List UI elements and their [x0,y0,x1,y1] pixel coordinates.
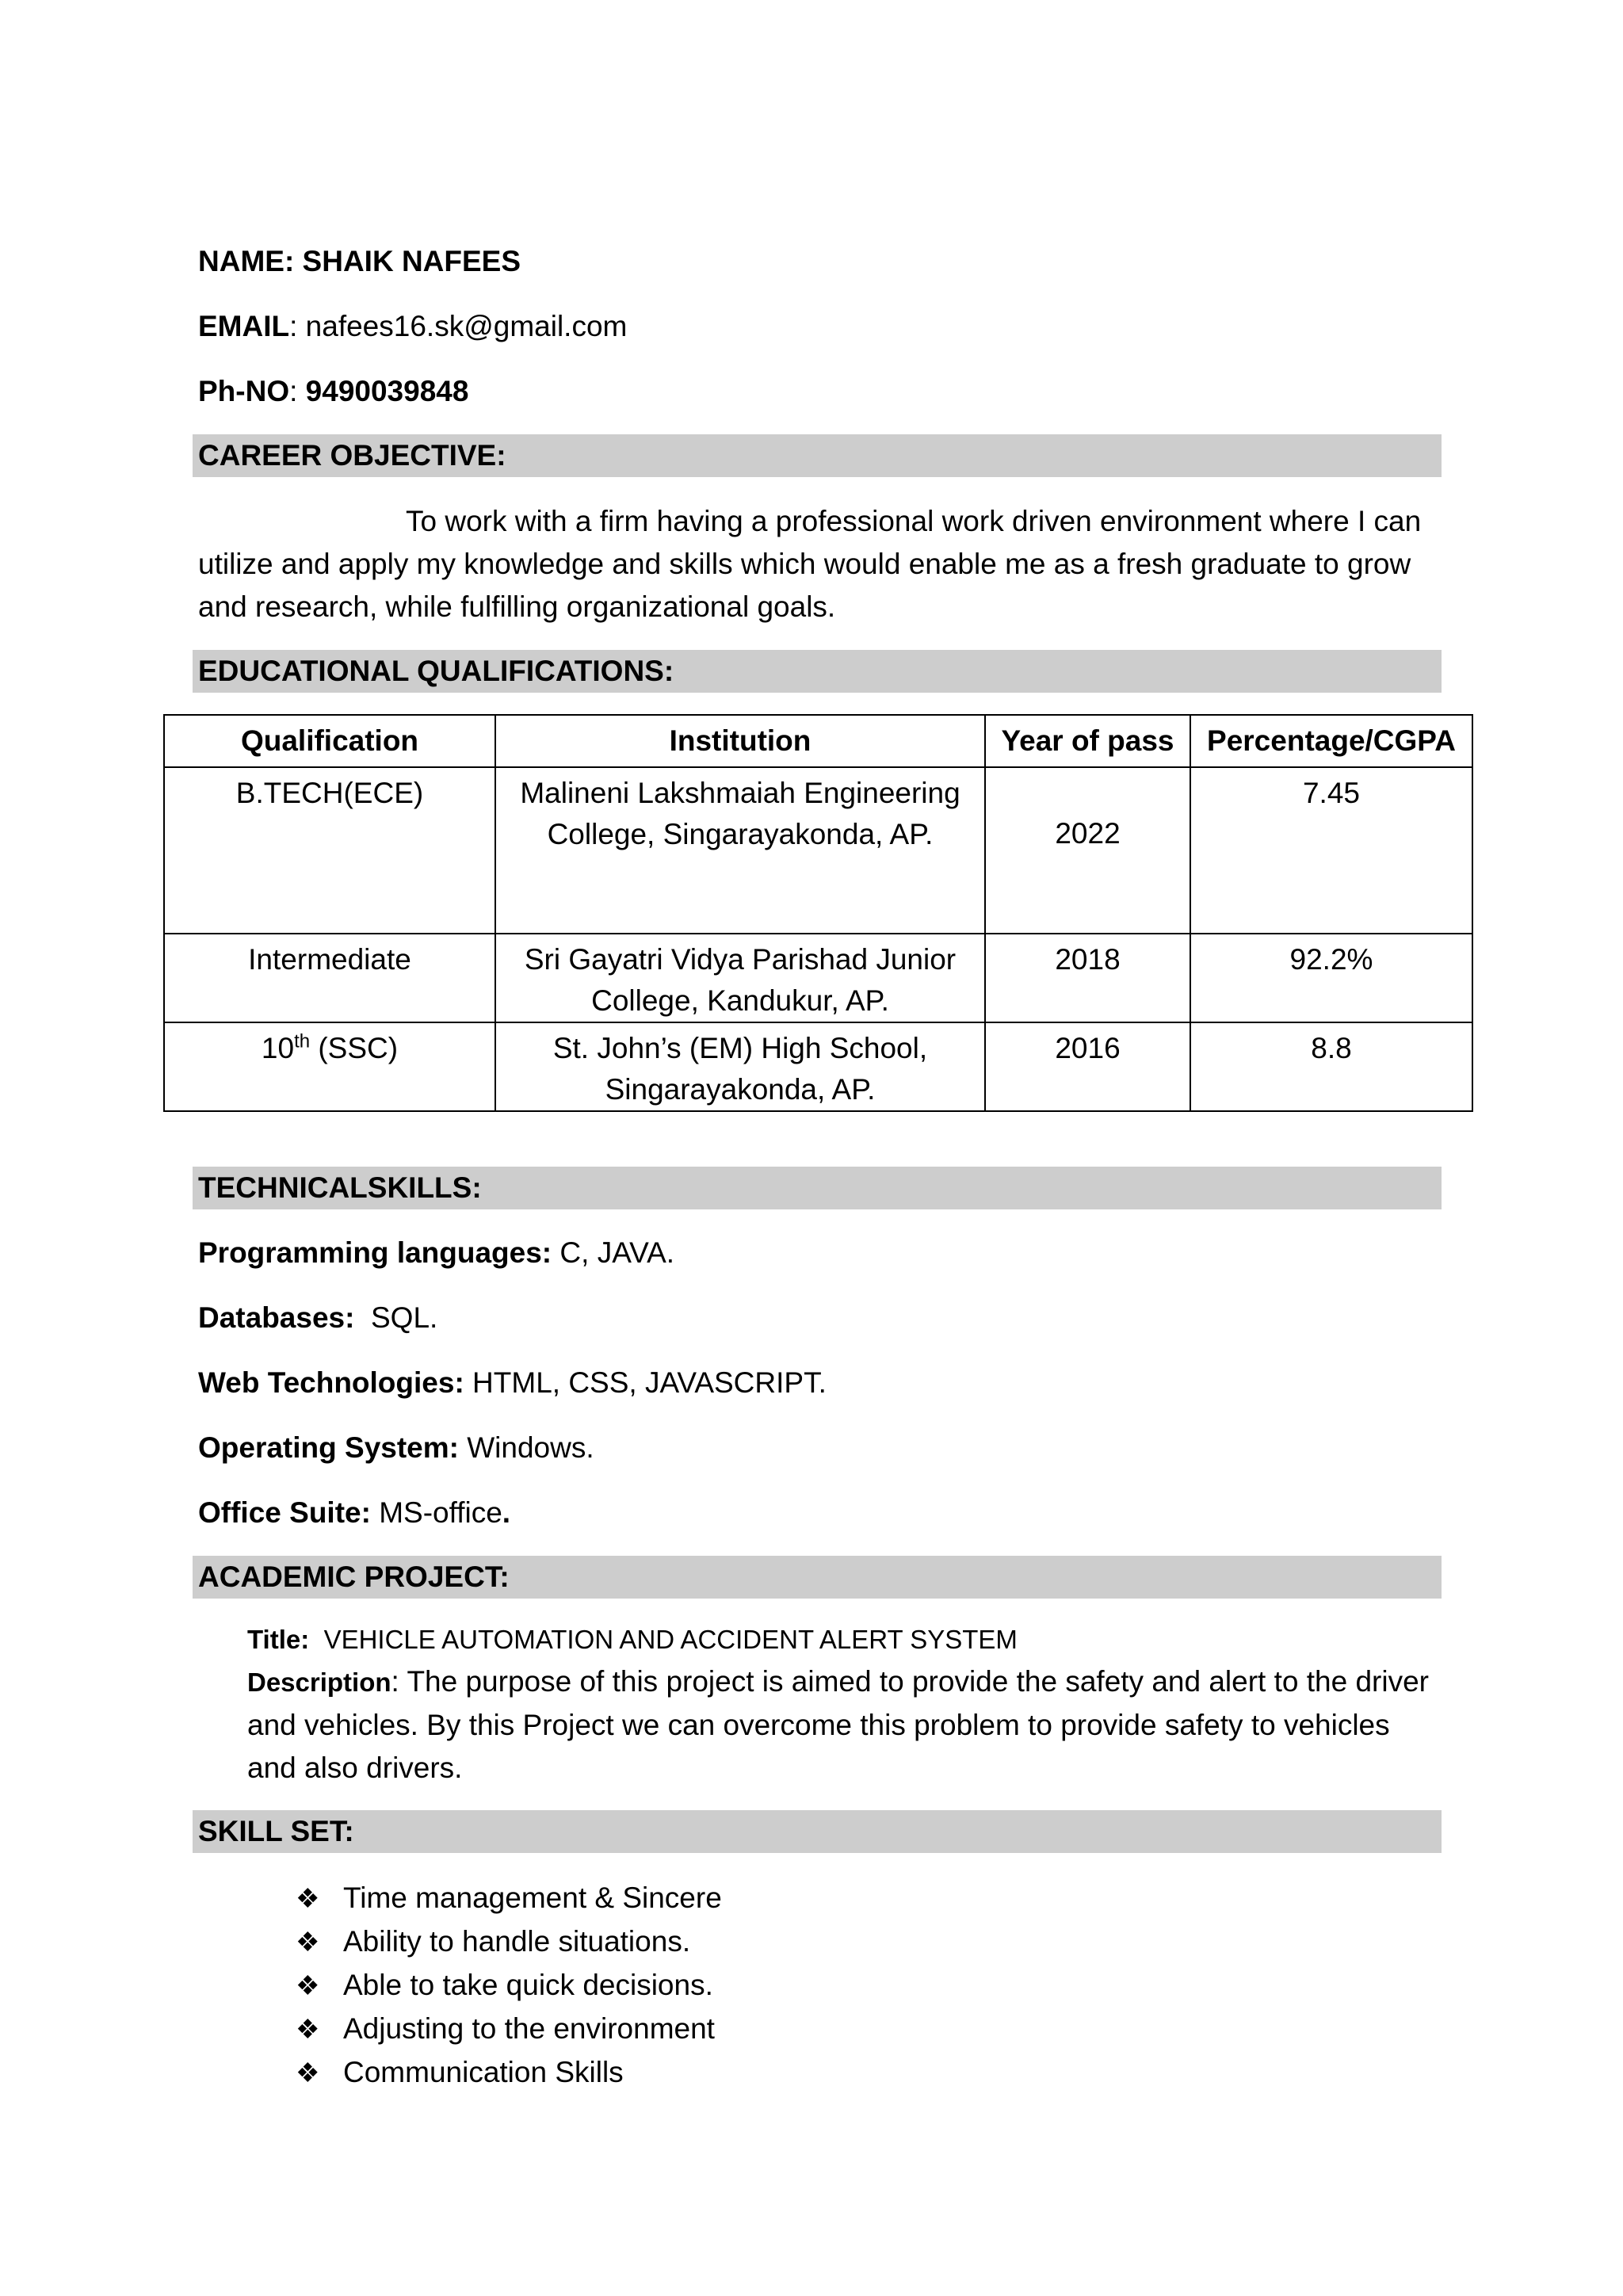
qualification-cell: Intermediate [164,934,495,1022]
tech-item-web [198,1362,827,1404]
list-item [296,1920,722,1964]
table-header-row [164,715,1472,767]
tech-item-value: MS-office [370,1496,502,1529]
tech-item-value: SQL. [354,1301,438,1334]
qualification-suffix: (SSC) [310,1032,399,1064]
project-title-value: VEHICLE AUTOMATION AND ACCIDENT ALERT SYSTEM [309,1625,1018,1654]
academic-project-heading: ACADEMIC PROJECT: [193,1556,1442,1599]
diamond-bullet-icon: ❖ [296,2015,320,2045]
skill-text: Ability to handle situations. [343,1925,691,1958]
technical-skills-heading: TECHNICALSKILLS: [193,1167,1442,1209]
tech-item-value: Windows. [458,1431,594,1464]
table-row [164,934,1472,1022]
project-description [247,1660,1436,1790]
tech-item-value: HTML, CSS, JAVASCRIPT. [464,1366,827,1399]
tech-item-value: C, JAVA. [552,1236,675,1269]
tech-item-trail: . [502,1496,511,1529]
institution-cell: Sri Gayatri Vidya Parishad Junior College, Kandukur, AP. [495,934,985,1022]
skill-list [296,1877,722,2095]
tech-item-office [198,1492,510,1534]
column-header: Percentage/CGPA [1190,715,1472,767]
diamond-bullet-icon: ❖ [296,2058,320,2088]
column-header: Qualification [164,715,495,767]
diamond-bullet-icon: ❖ [296,1884,320,1914]
score-cell: 92.2% [1190,934,1472,1022]
education-table [163,714,1473,1112]
email-label: EMAIL [198,310,290,342]
list-item [296,1877,722,1920]
skill-text: Able to take quick decisions. [343,1969,713,2001]
project-title-label: Title: [247,1625,310,1654]
name-value: SHAIK NAFEES [302,245,521,277]
qualification-number: 10 [261,1032,295,1064]
name-line [198,240,521,283]
career-objective-text: To work with a firm having a professional work driven environment where I can utilize and apply my knowledge and skills which would enable me as a fresh graduate to grow and research, while fulfilling organizational goals. [198,505,1422,623]
year-cell: 2016 [985,1022,1190,1111]
qualification-cell [164,1022,495,1111]
column-header: Institution [495,715,985,767]
list-item [296,2051,722,2095]
score-cell: 8.8 [1190,1022,1472,1111]
phone-separator: : [289,375,306,407]
tech-item-os [198,1427,594,1469]
education-heading: EDUCATIONAL QUALIFICATIONS: [193,650,1442,693]
diamond-bullet-icon: ❖ [296,1927,320,1958]
phone-label: Ph-NO [198,375,290,407]
email-value: : nafees16.sk@gmail.com [289,310,628,342]
table-row [164,1022,1472,1111]
tech-item-databases [198,1297,437,1339]
diamond-bullet-icon: ❖ [296,1971,320,2001]
project-title [247,1620,1018,1660]
email-line [198,305,627,348]
tech-item-label: Web Technologies: [198,1366,464,1399]
project-description-label: Description [247,1668,391,1697]
institution-cell: Malineni Lakshmaiah Engineering College, Singarayakonda, AP. [495,767,985,934]
tech-item-label: Office Suite: [198,1496,371,1529]
tech-item-label: Databases: [198,1301,355,1334]
skill-set-heading: SKILL SET: [193,1810,1442,1853]
list-item [296,1964,722,2008]
tech-item-programming [198,1232,674,1274]
qualification-cell: B.TECH(ECE) [164,767,495,934]
tech-item-label: Operating System: [198,1431,459,1464]
phone-line [198,370,468,413]
year-cell: 2022 [985,767,1190,934]
skill-text: Adjusting to the environment [343,2012,715,2045]
project-description-value: : The purpose of this project is aimed to provide the safety and alert to the driver and vehicles. By this Project we can overcome this problem to provide safety to vehicles and also drivers. [247,1665,1429,1784]
table-row [164,767,1472,934]
skill-text: Time management & Sincere [343,1881,722,1914]
qualification-superscript: th [294,1030,311,1052]
institution-cell: St. John’s (EM) High School, Singarayakonda, AP. [495,1022,985,1111]
list-item [296,2008,722,2051]
phone-value: 9490039848 [305,375,469,407]
career-objective-heading: CAREER OBJECTIVE: [193,434,1442,477]
tech-item-label: Programming languages: [198,1236,552,1269]
score-cell: 7.45 [1190,767,1472,934]
column-header: Year of pass [985,715,1190,767]
skill-text: Communication Skills [343,2056,624,2088]
year-cell: 2018 [985,934,1190,1022]
name-label: NAME: [198,245,295,277]
